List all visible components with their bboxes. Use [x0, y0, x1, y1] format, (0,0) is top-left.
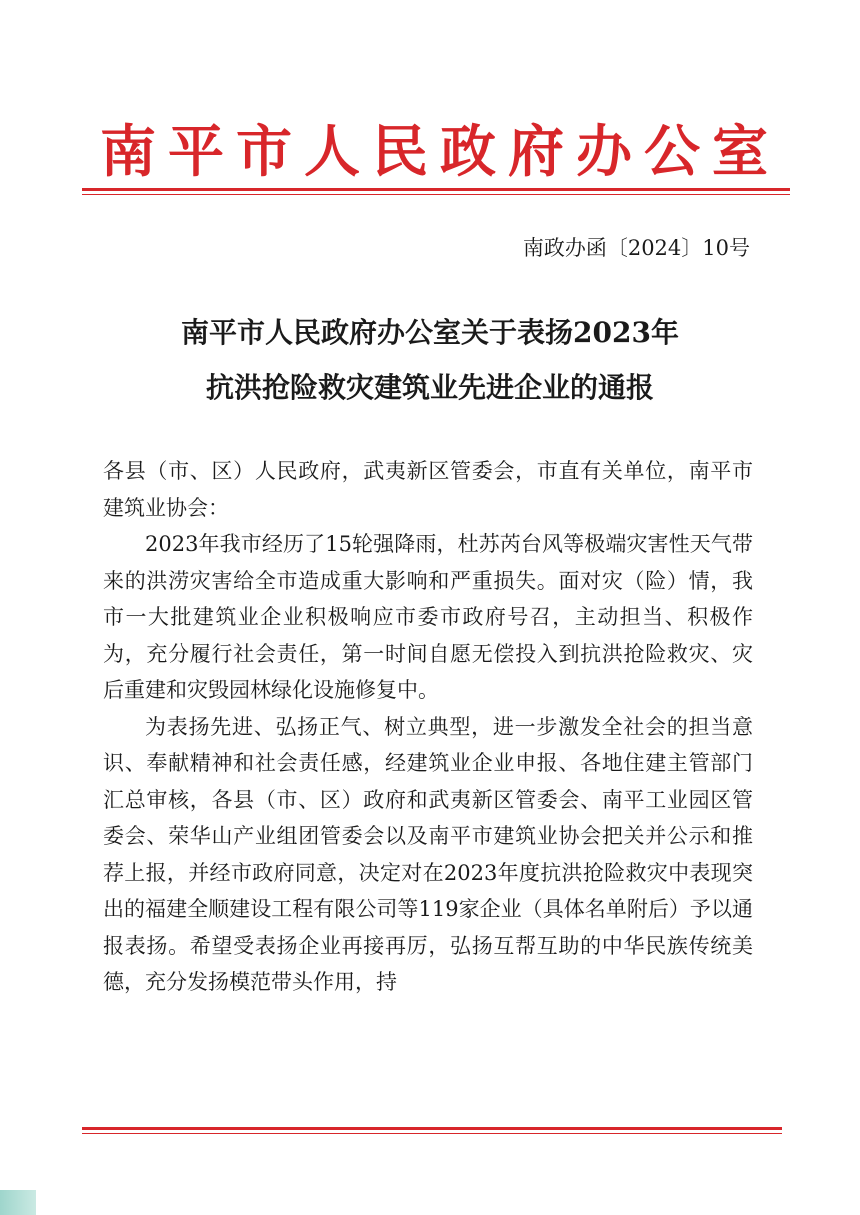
- footer-red-rule: [82, 1127, 782, 1135]
- footer-rule-thick: [82, 1127, 782, 1130]
- document-number: 南政办函〔2024〕10号: [522, 236, 750, 260]
- document-title-line-2: 抗洪抢险救灾建筑业先进企业的通报: [205, 371, 654, 404]
- document-title-line-1: 南平市人民政府办公室关于表扬2023年: [181, 316, 679, 349]
- document-title: [110, 305, 750, 415]
- body-paragraph-1: 2023年我市经历了15轮强降雨，杜苏芮台风等极端灾害性天气带来的洪涝灾害给全市造成重大影响和严重损失。面对灾（险）情，我市一大批建筑业企业积极响应市委市政府号召，主动担当、积极作为，充分履行社会责任，第一时间自愿无偿投入到抗洪抢险救灾、灾后重建和灾毁园林绿化设施修复中。: [103, 532, 753, 702]
- red-rule-thin: [82, 194, 790, 195]
- letterhead-title: 南平市人民政府办公室: [100, 119, 780, 185]
- footer-rule-thin: [82, 1133, 782, 1134]
- red-rule-thick: [82, 188, 790, 191]
- document-body: [103, 453, 753, 1001]
- letterhead-red-rule: [82, 188, 790, 196]
- body-paragraph-2: 为表扬先进、弘扬正气、树立典型，进一步激发全社会的担当意识、奉献精神和社会责任感，经建筑业企业申报、各地住建主管部门汇总审核，各县（市、区）政府和武夷新区管委会、南平工业园区管委会、荣华山产业组团管委会以及南平市建筑业协会把关并公示和推荐上报，并经市政府同意，决定对在2023年度抗洪抢险救灾中表现突出的福建全顺建设工程有限公司等119家企业（具体名单附后）予以通报表扬。希望受表扬企业再接再厉，弘扬互帮互助的中华民族传统美德，充分发扬模范带头作用，持: [103, 714, 753, 994]
- salutation: 各县（市、区）人民政府，武夷新区管委会，市直有关单位，南平市建筑业协会：: [103, 459, 753, 520]
- scan-corner-mark: [0, 1190, 36, 1215]
